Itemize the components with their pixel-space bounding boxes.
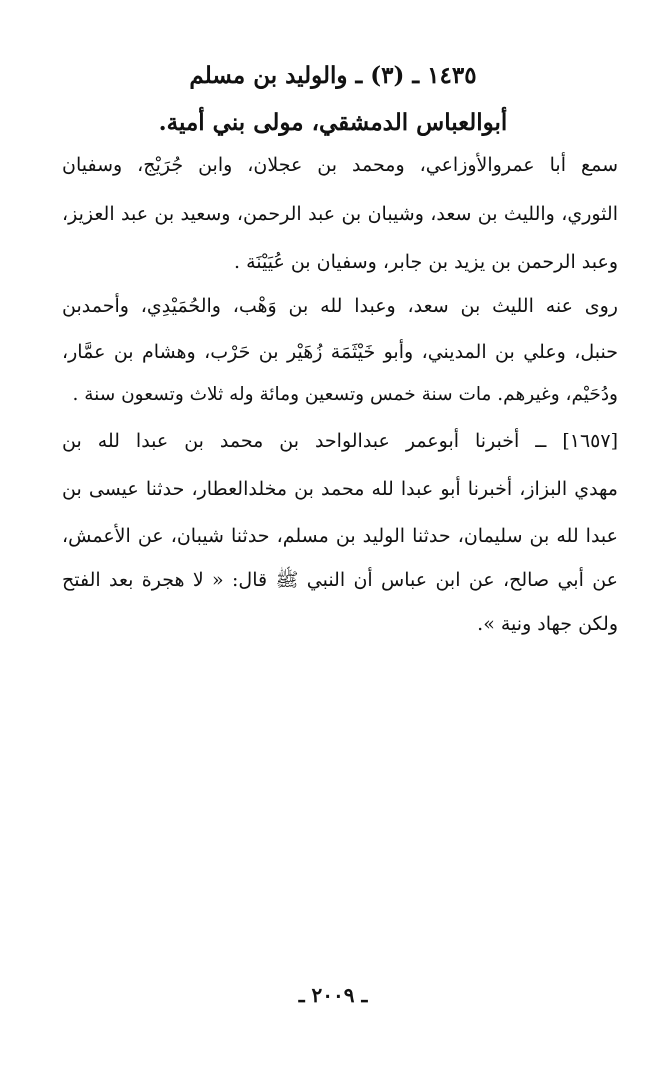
text-line: الثوري، والليث بن سعد، وشيبان بن عبد الرحمن، وسعيد بن عبد العزيز، [62, 203, 618, 225]
text-line: مهدي البزاز، أخبرنا أبو عبدا لله محمد بن مخلدالعطار، حدثنا عيسى بن [62, 478, 618, 500]
text-line: عن أبي صالح، عن ابن عباس أن النبي ﷺ قال: « لا هجرة بعد الفتح [62, 569, 618, 591]
text-line: عبدا لله بن سليمان، حدثنا الوليد بن مسلم، حدثنا شيبان، عن الأعمش، [62, 525, 618, 547]
text-line: ولكن جهاد ونية ». [477, 613, 618, 635]
text-line: [١٦٥٧] ــ أخبرنا أبوعمر عبدالواحد بن محمد بن عبدا لله بن [62, 430, 618, 452]
text-line: حنبل، وعلي بن المديني، وأبو خَيْثَمَة زُهَيْر بن حَرْب، وهشام بن عمَّار، [62, 341, 618, 363]
text-line: روى عنه الليث بن سعد، وعبدا لله بن وَهْب، والحُمَيْدِي، وأحمدبن [62, 295, 618, 317]
entry-subtitle: أبوالعباس الدمشقي، مولى بني أمية. [158, 109, 508, 136]
page-number: ـ ٢٠٠٩ ـ [298, 983, 368, 1007]
text-line: وعبد الرحمن بن يزيد بن جابر، وسفيان بن عُيَيْنَة . [234, 251, 618, 273]
entry-title: ١٤٣٥ ـ (٣) ـ والوليد بن مسلم [189, 62, 477, 89]
text-line: ودُحَيْم، وغيرهم. مات سنة خمس وتسعين ومائة وله ثلاث وتسعون سنة . [72, 384, 618, 405]
text-line: سمع أبا عمروالأوزاعي، ومحمد بن عجلان، وابن جُرَيْج، وسفيان [62, 154, 618, 176]
